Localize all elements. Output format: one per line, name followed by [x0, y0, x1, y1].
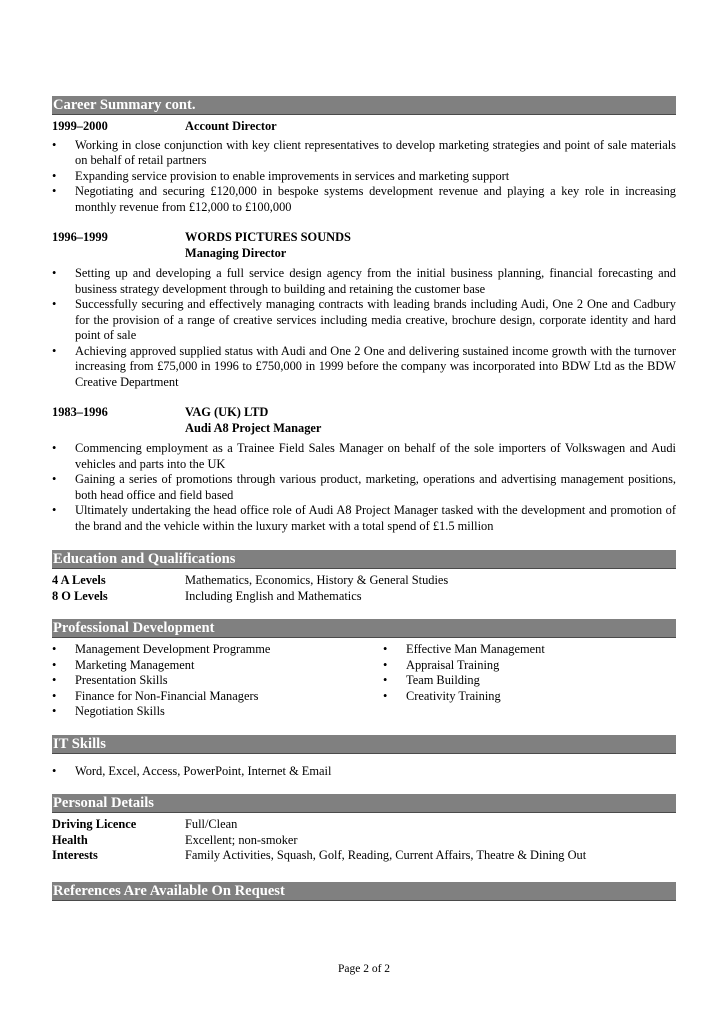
section-header-personal: Personal Details	[52, 794, 676, 813]
list-item: • Word, Excel, Access, PowerPoint, Internet & Email	[52, 764, 676, 780]
qualification-label: 8 O Levels	[52, 588, 108, 603]
list-item: • Effective Man Management	[383, 642, 676, 658]
list-item: • Negotiation Skills	[52, 704, 383, 720]
list-item: • Successfully securing and effectively managing contracts with leading brands including Audi, One 2 One and Cadbury for the provision of a range of creative services including media creative, brochure design, corporate identity and hard point of sale	[52, 297, 676, 344]
career-entry	[52, 230, 676, 390]
section-header-references: References Are Available On Request	[52, 882, 676, 901]
list-item: • Marketing Management	[52, 658, 383, 674]
list-item: • Finance for Non-Financial Managers	[52, 689, 383, 705]
qualification-value: Mathematics, Economics, History & General Studies	[185, 573, 449, 587]
career-entry	[52, 405, 676, 534]
qualification-value: Including English and Mathematics	[185, 588, 362, 603]
entry-role: Managing Director	[185, 245, 287, 260]
entry-role: Audi A8 Project Manager	[185, 420, 322, 435]
qualification-label: 4 A Levels	[52, 573, 106, 587]
list-item: • Negotiating and securing £120,000 in bespoke systems development revenue and playing a key role in increasing monthly revenue from £12,000 to £100,000	[52, 184, 676, 215]
list-item: • Ultimately undertaking the head office role of Audi A8 Project Manager tasked with the development and promotion of the brand and the vehicle within the luxury market with a total spend of £1.5 million	[52, 503, 676, 534]
entry-years: 1983–1996	[52, 405, 108, 419]
entry-company: VAG (UK) LTD	[185, 405, 269, 419]
list-item: • Working in close conjunction with key client representatives to develop marketing strategies and point of sale materials on behalf of retail partners	[52, 138, 676, 169]
detail-label: Health	[52, 832, 88, 847]
resume-page	[52, 96, 676, 901]
section-header-professional: Professional Development	[52, 619, 676, 638]
personal-details	[52, 817, 676, 864]
it-skills-list	[52, 764, 676, 780]
career-entry	[52, 119, 676, 215]
entry-years: 1999–2000	[52, 119, 108, 133]
entry-company: WORDS PICTURES SOUNDS	[185, 230, 351, 244]
section-header-career: Career Summary cont.	[52, 96, 676, 115]
list-item: • Setting up and developing a full service design agency from the initial business planning, financial forecasting and business strategy development through to building and retaining the customer base	[52, 266, 676, 297]
list-item: • Achieving approved supplied status with Audi and One 2 One and delivering sustained income growth with the turnover increasing from £75,000 in 1996 to £750,000 in 1999 before the company was incorporated into BDW Ltd as the BDW Creative Department	[52, 344, 676, 391]
section-header-education: Education and Qualifications	[52, 550, 676, 569]
page-number: Page 2 of 2	[337, 963, 391, 975]
list-item: • Expanding service provision to enable improvements in services and marketing support	[52, 169, 676, 185]
list-item: • Management Development Programme	[52, 642, 383, 658]
section-header-it-skills: IT Skills	[52, 735, 676, 754]
detail-label: Driving Licence	[52, 817, 137, 831]
list-item: • Team Building	[383, 673, 676, 689]
entry-years: 1996–1999	[52, 230, 108, 244]
list-item: • Appraisal Training	[383, 658, 676, 674]
detail-value: Excellent; non-smoker	[185, 832, 298, 847]
education-list	[52, 573, 676, 604]
entry-company: Account Director	[185, 119, 277, 133]
detail-label: Interests	[52, 848, 98, 862]
list-item: • Presentation Skills	[52, 673, 383, 689]
detail-value: Family Activities, Squash, Golf, Reading, Current Affairs, Theatre & Dining Out	[185, 848, 587, 862]
detail-value: Full/Clean	[185, 817, 238, 831]
list-item: • Commencing employment as a Trainee Field Sales Manager on behalf of the sole importers of Volkswagen and Audi vehicles and parts into the UK	[52, 441, 676, 472]
list-item: • Creativity Training	[383, 689, 676, 705]
professional-list	[52, 642, 676, 720]
list-item: • Gaining a series of promotions through various product, marketing, operations and advertising management positions, both head office and field based	[52, 472, 676, 503]
